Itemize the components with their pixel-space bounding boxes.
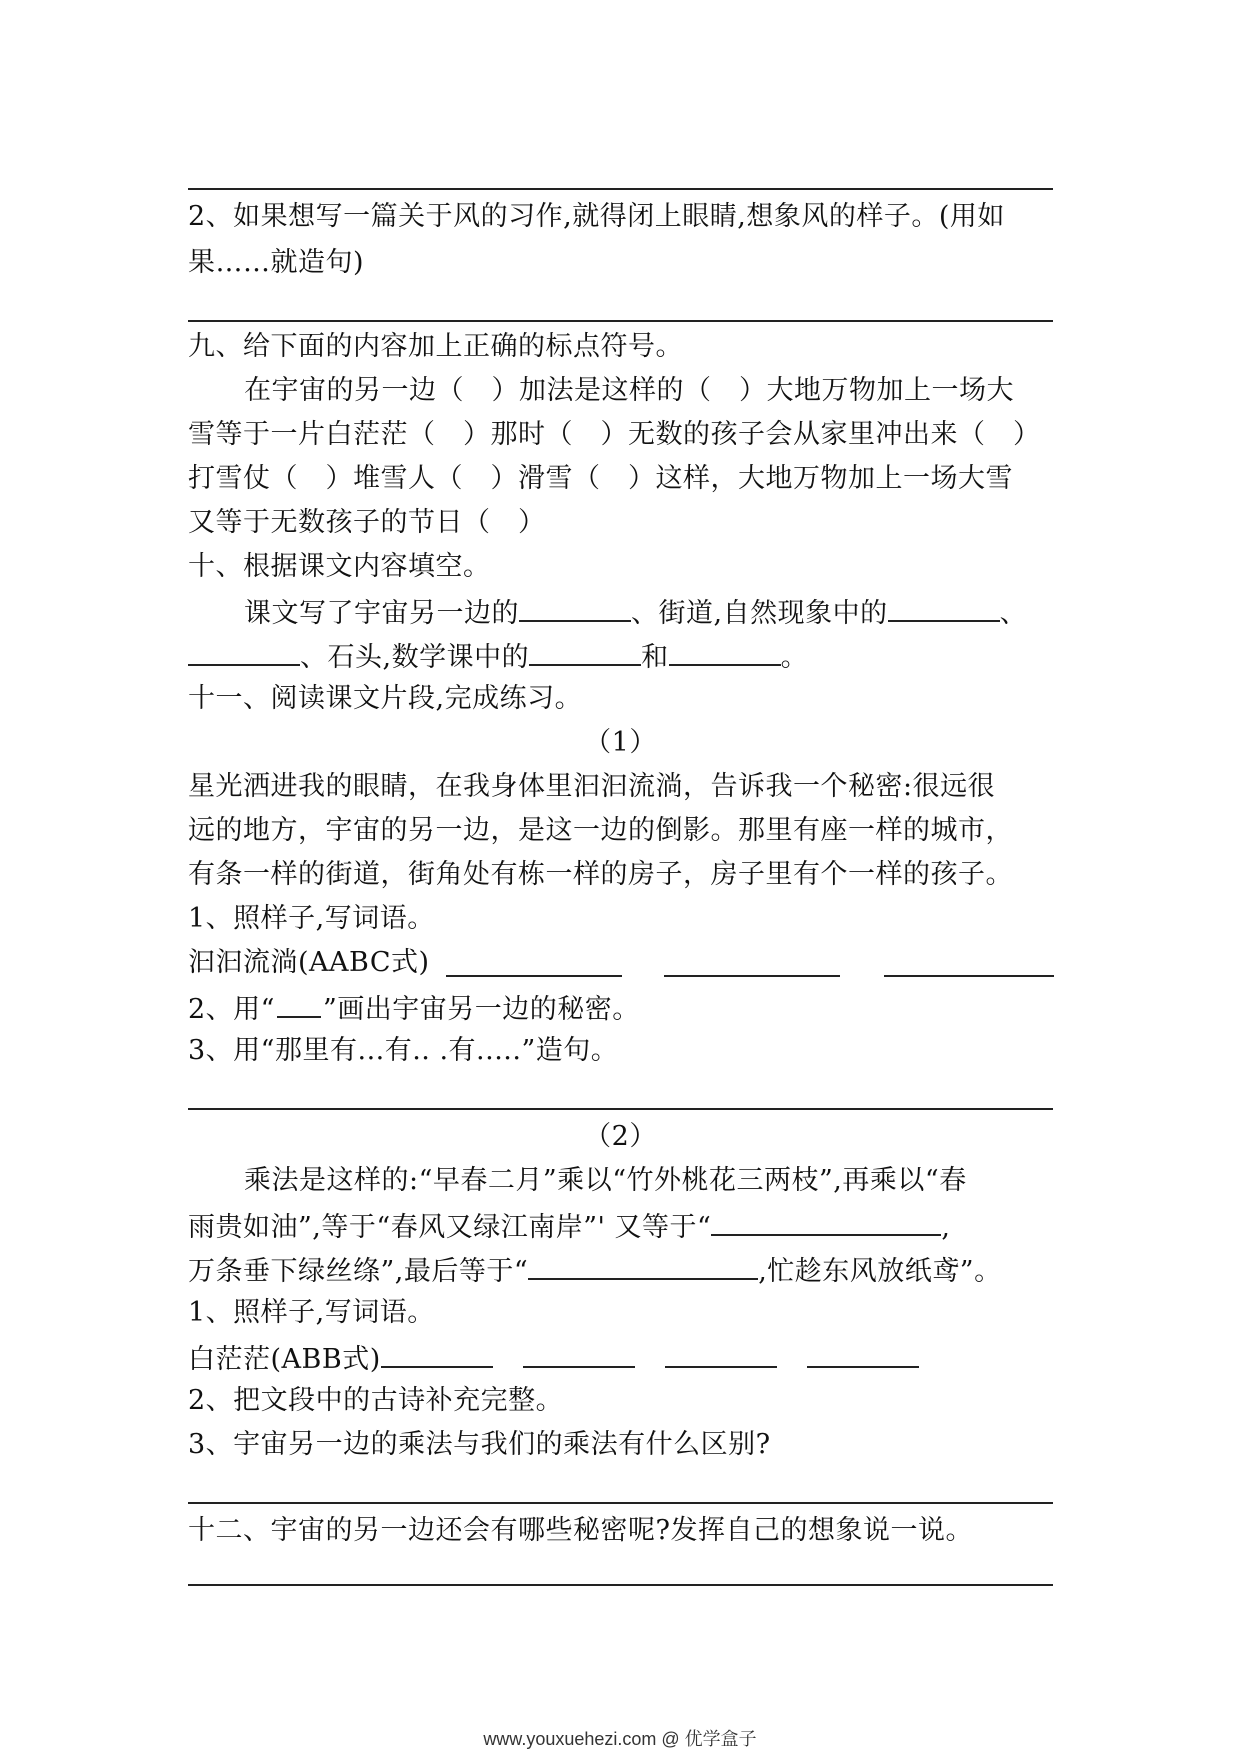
fill-blank[interactable]	[529, 638, 641, 666]
q11-part1-passage-line: 远的地方，宇宙的另一边，是这一边的倒影。那里有座一样的城市，	[188, 815, 1013, 846]
task-text: ”画出宇宙另一边的秘密。	[322, 994, 640, 1025]
q8-item2-line2: 果……就造句)	[188, 247, 365, 278]
word-blank[interactable]	[381, 1340, 493, 1368]
q11-part2-passage-line: 乘法是这样的:“早春二月”乘以“竹外桃花三两枝”,再乘以“春	[244, 1165, 967, 1196]
word-blank[interactable]	[664, 975, 840, 977]
q11-part2-task3: 3、宇宙另一边的乘法与我们的乘法有什么区别?	[188, 1429, 771, 1460]
word-blank[interactable]	[446, 975, 622, 977]
q11-part2-task2: 2、把文段中的古诗补充完整。	[188, 1385, 564, 1416]
word-blank[interactable]	[665, 1340, 777, 1368]
poem-blank[interactable]	[528, 1252, 758, 1280]
task-text: 2、用“	[188, 994, 275, 1025]
q9-passage-line: 打雪仗（ ）堆雪人（ ）滑雪（ ）这样，大地万物加上一场大雪	[188, 463, 1013, 494]
passage-text: 雨贵如油”,等于“春风又绿江南岸”' 又等于“	[188, 1212, 712, 1243]
q9-passage-line: 雪等于一片白茫茫（ ）那时（ ）无数的孩子会从家里冲出来（ ）	[188, 419, 1041, 450]
answer-line	[188, 320, 1053, 322]
q9-passage-line: 在宇宙的另一边（ ）加法是这样的（ ）大地万物加上一场大	[244, 375, 1014, 406]
word-blank[interactable]	[884, 975, 1054, 977]
poem-blank[interactable]	[711, 1208, 941, 1236]
passage-text: 万条垂下绿丝绦”,最后等于“	[188, 1256, 529, 1287]
example-text: 白茫茫(ABB式)	[188, 1344, 381, 1375]
q11-part1-task1-example: 汩汩流淌(AABC式)	[188, 947, 430, 978]
underline-sample	[277, 990, 321, 1018]
q10-fill-line1	[244, 594, 1027, 631]
q10-text: 。	[780, 642, 809, 673]
q9-title: 九、给下面的内容加上正确的标点符号。	[188, 331, 683, 362]
q11-title: 十一、阅读课文片段,完成练习。	[188, 683, 583, 714]
q11-part2-task1-example	[188, 1340, 919, 1377]
q11-part2-passage-line3	[188, 1252, 1002, 1289]
q11-part1-task3: 3、用“那里有...有.. .有.....”造句。	[188, 1035, 619, 1066]
q8-item2-line1: 2、如果想写一篇关于风的习作,就得闭上眼睛,想象风的样子。(用如	[188, 201, 1005, 232]
q9-passage-line: 又等于无数孩子的节日（ ）	[188, 507, 546, 538]
q10-text: 、	[999, 598, 1028, 629]
q11-part1-task1: 1、照样子,写词语。	[188, 903, 435, 934]
q11-part1-passage-line: 星光洒进我的眼睛，在我身体里汩汩流淌，告诉我一个秘密:很远很	[188, 771, 996, 802]
q11-part2-task1: 1、照样子,写词语。	[188, 1297, 435, 1328]
fill-blank[interactable]	[188, 638, 300, 666]
q11-part1-passage-line: 有条一样的街道，街角处有栋一样的房子，房子里有个一样的孩子。	[188, 859, 1013, 890]
q11-part2-label: （2）	[584, 1121, 657, 1152]
word-blank[interactable]	[807, 1340, 919, 1368]
q10-text: 课文写了宇宙另一边的	[244, 598, 519, 629]
footer-watermark: www.youxuehezi.com @ 优学盒子	[483, 1729, 757, 1749]
q11-part2-passage-line2	[188, 1208, 950, 1245]
fill-blank[interactable]	[888, 594, 1000, 622]
q12-title: 十二、宇宙的另一边还会有哪些秘密呢?发挥自己的想象说一说。	[188, 1515, 973, 1546]
q11-part1-label: （1）	[584, 727, 657, 758]
fill-blank[interactable]	[669, 638, 781, 666]
q11-part1-task2	[188, 990, 640, 1027]
answer-line	[188, 1502, 1053, 1504]
answer-line	[188, 188, 1053, 190]
answer-line	[188, 1584, 1053, 1586]
answer-line	[188, 1108, 1053, 1110]
q10-text: 、街道,自然现象中的	[631, 598, 888, 629]
passage-text: ,忙趁东风放纸鸢”。	[758, 1256, 1002, 1287]
q10-title: 十、根据课文内容填空。	[188, 551, 491, 582]
q10-fill-line2	[188, 638, 808, 675]
q10-text: 、石头,数学课中的	[300, 642, 530, 673]
passage-text: ,	[941, 1212, 951, 1243]
word-blank[interactable]	[523, 1340, 635, 1368]
q10-text: 和	[641, 642, 669, 673]
fill-blank[interactable]	[519, 594, 631, 622]
